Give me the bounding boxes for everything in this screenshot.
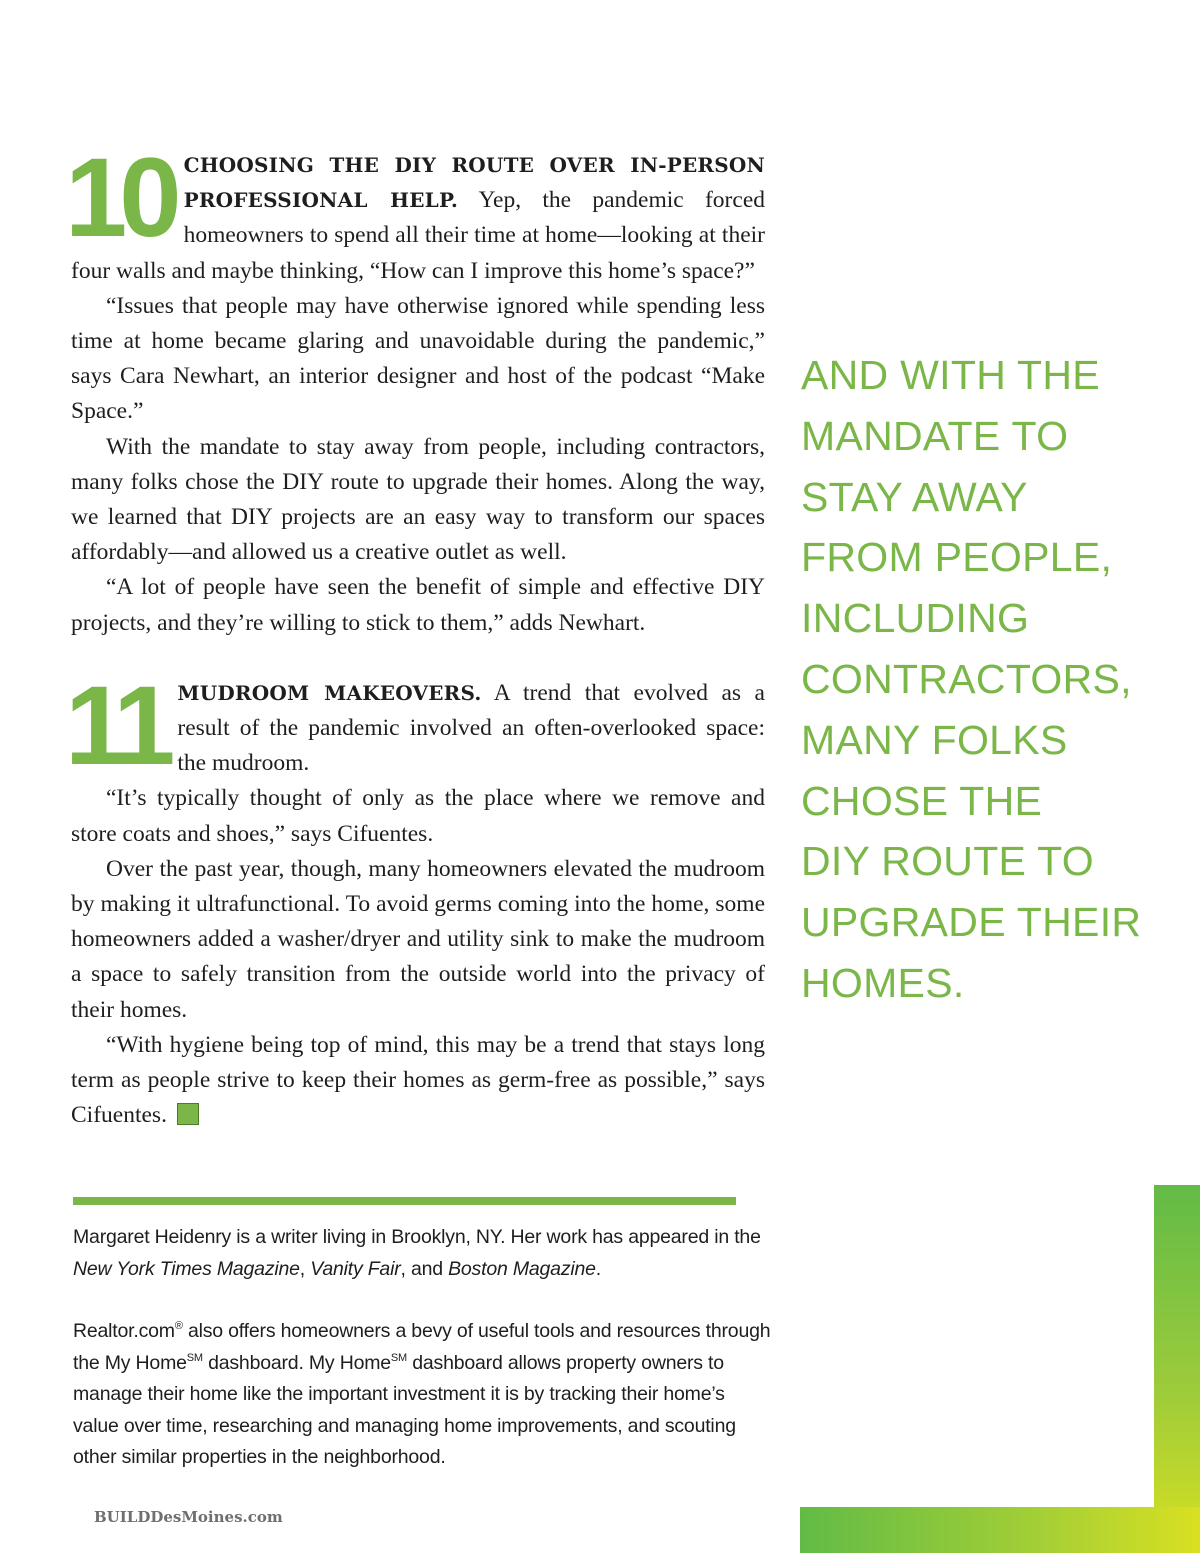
pull-quote-line: FROM PEOPLE,: [801, 534, 1113, 581]
paragraph: With the mandate to stay away from people, including contractors, many folks chose the DIY route to upgrade their homes. Along the way, we learned that DIY projects are an easy way to transform our spaces affordably—and allowed us a creative outlet as well.: [71, 433, 765, 566]
section-11-intro-text: A trend that evolved as a result of the pandemic involved an often-overlooked space: the mudroom.: [177, 679, 765, 777]
build-end-mark-icon: B: [177, 1103, 199, 1125]
note-text: Realtor.com: [73, 1320, 175, 1342]
pull-quote-line: DIY ROUTE TO: [801, 838, 1094, 885]
author-bio: [73, 1222, 773, 1474]
note-text: also offers homeowners a bevy of useful tools and resources through the My Home: [73, 1320, 771, 1374]
corner-accent-vertical: [1154, 1185, 1200, 1553]
closing-paragraph: [71, 1028, 765, 1134]
section-11-heading: MUDROOM MAKEOVERS.: [177, 680, 482, 705]
corner-accent-horizontal: [800, 1507, 1200, 1553]
section-10-heading: CHOOSING THE DIY ROUTE OVER IN-PERSON PROFESSIONAL HELP.: [183, 153, 765, 213]
service-mark: SM: [186, 1351, 203, 1364]
section-10-intro: [71, 148, 765, 289]
pull-quote: [801, 345, 1142, 1014]
pull-quote-line: HOMES.: [801, 959, 965, 1006]
pull-quote-line: INCLUDING: [801, 595, 1030, 642]
closing-text: “With hygiene being top of mind, this may be a trend that stays long term as people strive to keep their homes as germ-free as possible,” says Cifuentes.: [71, 1031, 765, 1129]
section-divider: [73, 1197, 736, 1205]
paragraph: “Issues that people may have otherwise ignored while spending less time at home became glaring and unavoidable during the pandemic,” says Cara Newhart, an interior designer and host of the podcast “Make Space.”: [71, 292, 765, 425]
bio-text: Margaret Heidenry is a writer living in Brooklyn, NY. Her work has appeared in the: [73, 1226, 761, 1248]
service-mark: SM: [390, 1351, 408, 1364]
section-number-11: 11: [65, 662, 168, 788]
pull-quote-line: MANY FOLKS: [801, 716, 1068, 763]
pull-quote-line: MANDATE TO: [801, 412, 1069, 459]
pull-quote-line: AND WITH THE: [801, 352, 1100, 398]
registered-mark: ®: [174, 1320, 183, 1332]
note-text: dashboard. My Home: [202, 1351, 391, 1374]
footer-website: BUILDDesMoines.com: [94, 1508, 283, 1526]
publication-name: Boston Magazine: [448, 1257, 596, 1280]
paragraph: Over the past year, though, many homeowners elevated the mudroom by making it ultrafunctional. To avoid germs coming into the home, some homeowners added a washer/dryer and utility sink to make the mudroom a space to safely transition from the outside world into the privacy of their homes.: [71, 855, 765, 1023]
article-body: [65, 135, 765, 1133]
section-10-intro-text: Yep, the pandemic forced homeowners to spend all their time at home—looking at their four walls and maybe thinking, “How can I improve this home’s space?”: [71, 187, 765, 284]
bio-text: .: [595, 1257, 602, 1280]
section-10: [65, 135, 765, 641]
pull-quote-line: CONTRACTORS,: [801, 655, 1132, 702]
publication-name: New York Times Magazine: [73, 1257, 300, 1280]
paragraph: “It’s typically thought of only as the place where we remove and store coats and shoes,” says Cifuentes.: [71, 785, 765, 847]
realtor-note: [73, 1316, 773, 1474]
note-text: dashboard allows property owners to manage their home like the important investment it is by tracking their home’s value over time, researching and managing home improvements, and scouting other similar properties in the neighborhood.: [73, 1351, 736, 1468]
section-number-10: 10: [65, 135, 174, 260]
section-11: [65, 662, 765, 1134]
bio-paragraph: [73, 1222, 773, 1285]
pull-quote-line: UPGRADE THEIR: [801, 899, 1142, 946]
pull-quote-line: CHOSE THE: [801, 777, 1043, 824]
bio-text: ,: [299, 1257, 311, 1280]
publication-name: Vanity Fair: [310, 1257, 401, 1280]
section-11-intro: [71, 676, 765, 782]
pull-quote-line: STAY AWAY: [801, 473, 1028, 520]
bio-text: , and: [400, 1257, 449, 1280]
paragraph: “A lot of people have seen the benefit of simple and effective DIY projects, and they’re willing to stick to them,” adds Newhart.: [71, 574, 765, 636]
